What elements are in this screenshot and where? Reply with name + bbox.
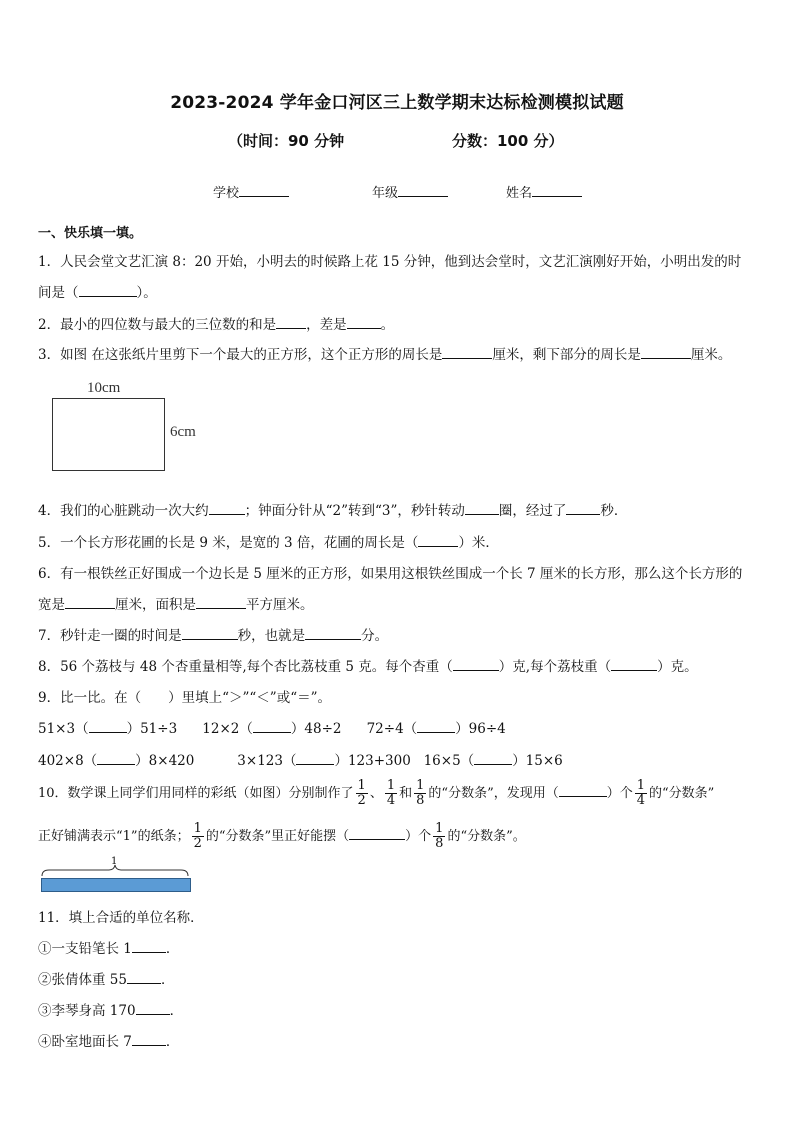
answer-blank[interactable] <box>276 314 306 329</box>
grade-blank[interactable] <box>398 182 448 197</box>
strip-label: 1 <box>111 856 118 867</box>
answer-blank[interactable] <box>209 500 245 515</box>
unit-item: ①一支铅笔长 1 ． <box>38 937 179 957</box>
question-5: 5．一个长方形花圃的长是 9 米，是宽的 3 倍，花圃的周长是（ ）米． <box>38 531 499 551</box>
answer-blank[interactable] <box>442 344 492 359</box>
answer-blank[interactable] <box>253 718 291 733</box>
answer-blank[interactable] <box>196 594 246 609</box>
question-6-line2: 宽是 厘米，面积是 平方厘米。 <box>38 593 314 613</box>
question-4: 4．我们的心脏跳动一次大约 ；钟面分针从“2”转到“3”，秒针转动 圈，经过了 秒． <box>38 499 627 519</box>
exam-time: （时间：90 分钟 <box>228 132 345 150</box>
rect-width-label: 10cm <box>87 380 121 396</box>
question-10-line2: 正好铺满表示“1”的纸条； $\frac{1}{2}$ 的“分数条”里正好能摆（ ）个 $\frac{1}{8}$ 的“分数条”。 <box>38 821 526 851</box>
answer-blank[interactable] <box>349 825 405 840</box>
compare-item: 51×3（ ）51÷3 <box>38 717 198 737</box>
fraction-eighth: $\frac{1}{8}$ <box>435 821 444 851</box>
compare-row-2 <box>38 749 563 769</box>
school-field: 学校 <box>213 182 289 201</box>
answer-blank[interactable] <box>136 1000 170 1015</box>
question-9-title: 9．比一比。在（ ）里填上“＞”“＜”或“＝”。 <box>38 690 331 706</box>
answer-blank[interactable] <box>132 938 166 953</box>
compare-row-1 <box>38 717 506 737</box>
answer-blank[interactable] <box>89 718 127 733</box>
question-6-line1: 6．有一根铁丝正好围成一个边长是 5 厘米的正方形，如果用这根铁丝围成一个长 7 厘米的长方形，那么这个长方形的 <box>38 566 743 582</box>
answer-blank[interactable] <box>65 594 115 609</box>
answer-blank[interactable] <box>132 1031 166 1046</box>
question-3: 3．如图 在这张纸片里剪下一个最大的正方形，这个正方形的周长是 厘米，剩下部分的周长是 厘米。 <box>38 343 731 363</box>
compare-item: 402×8（ ）8×420 <box>38 749 233 769</box>
answer-blank[interactable] <box>611 656 657 671</box>
answer-blank[interactable] <box>305 625 361 640</box>
rectangle-figure <box>52 398 165 471</box>
unit-item: ④卧室地面长 7 ． <box>38 1030 179 1050</box>
compare-item: 16×5（ ）15×6 <box>424 749 563 769</box>
answer-blank[interactable] <box>97 750 135 765</box>
grade-field: 年级 <box>372 182 448 201</box>
school-blank[interactable] <box>239 182 289 197</box>
name-blank[interactable] <box>532 182 582 197</box>
exam-title: 2023-2024 学年金口河区三上数学期末达标检测模拟试题 <box>170 93 624 113</box>
question-10-line1: 10．数学课上同学们用同样的彩纸（如图）分别制作了 $\frac{1}{2}$ 、 $\frac{1}{4}$ 和 $\frac{1}{8}$ 的“分数条”，发现用（ ）个 $\frac{1}{4}$ 的“分数条” <box>38 778 715 808</box>
answer-blank[interactable] <box>182 625 238 640</box>
answer-blank[interactable] <box>474 750 512 765</box>
answer-blank[interactable] <box>296 750 334 765</box>
compare-item: 12×2（ ）48÷2 <box>202 717 362 737</box>
question-7: 7．秒针走一圈的时间是 秒，也就是 分。 <box>38 624 388 644</box>
section-heading: 一、快乐填一填。 <box>38 226 143 241</box>
question-8: 8．56 个荔枝与 48 个杏重量相等,每个杏比荔枝重 5 克。每个杏重（ ）克,每个荔枝重（ ）克。 <box>38 655 698 675</box>
answer-blank[interactable] <box>453 656 499 671</box>
answer-blank[interactable] <box>566 500 600 515</box>
answer-blank[interactable] <box>465 500 499 515</box>
compare-item: 3×123（ ）123+300 <box>237 749 419 769</box>
exam-score: 分数：100 分） <box>452 132 564 150</box>
answer-blank[interactable] <box>559 782 607 797</box>
fraction-quarter: $\frac{1}{4}$ <box>386 778 396 808</box>
brace-icon <box>41 864 191 878</box>
answer-blank[interactable] <box>418 532 458 547</box>
answer-blank[interactable] <box>79 282 137 297</box>
compare-item: 72÷4（ ）96÷4 <box>367 717 506 737</box>
answer-blank[interactable] <box>127 969 161 984</box>
answer-blank[interactable] <box>641 344 691 359</box>
fraction-eighth: $\frac{1}{8}$ <box>416 778 425 808</box>
name-field: 姓名 <box>506 182 582 201</box>
rect-height-label: 6cm <box>170 424 196 440</box>
question-2: 2．最小的四位数与最大的三位数的和是 ，差是 。 <box>38 313 394 333</box>
question-11-title: 11．填上合适的单位名称． <box>38 910 204 926</box>
question-1-line2: 间是（ ）。 <box>38 281 157 301</box>
answer-blank[interactable] <box>347 314 381 329</box>
answer-blank[interactable] <box>417 718 455 733</box>
unit-item: ②张倩体重 55 ． <box>38 968 174 988</box>
unit-item: ③李琴身高 170 ． <box>38 999 183 1019</box>
question-1-line1: 1．人民会堂文艺汇演 8：20 开始，小明去的时候路上花 15 分钟，他到达会堂时，文艺汇演刚好开始，小明出发的时 <box>38 254 742 270</box>
fraction-quarter: $\frac{1}{4}$ <box>636 778 646 808</box>
fraction-half: $\frac{1}{2}$ <box>193 821 202 851</box>
fraction-half: $\frac{1}{2}$ <box>357 778 366 808</box>
paper-strip <box>41 878 191 892</box>
